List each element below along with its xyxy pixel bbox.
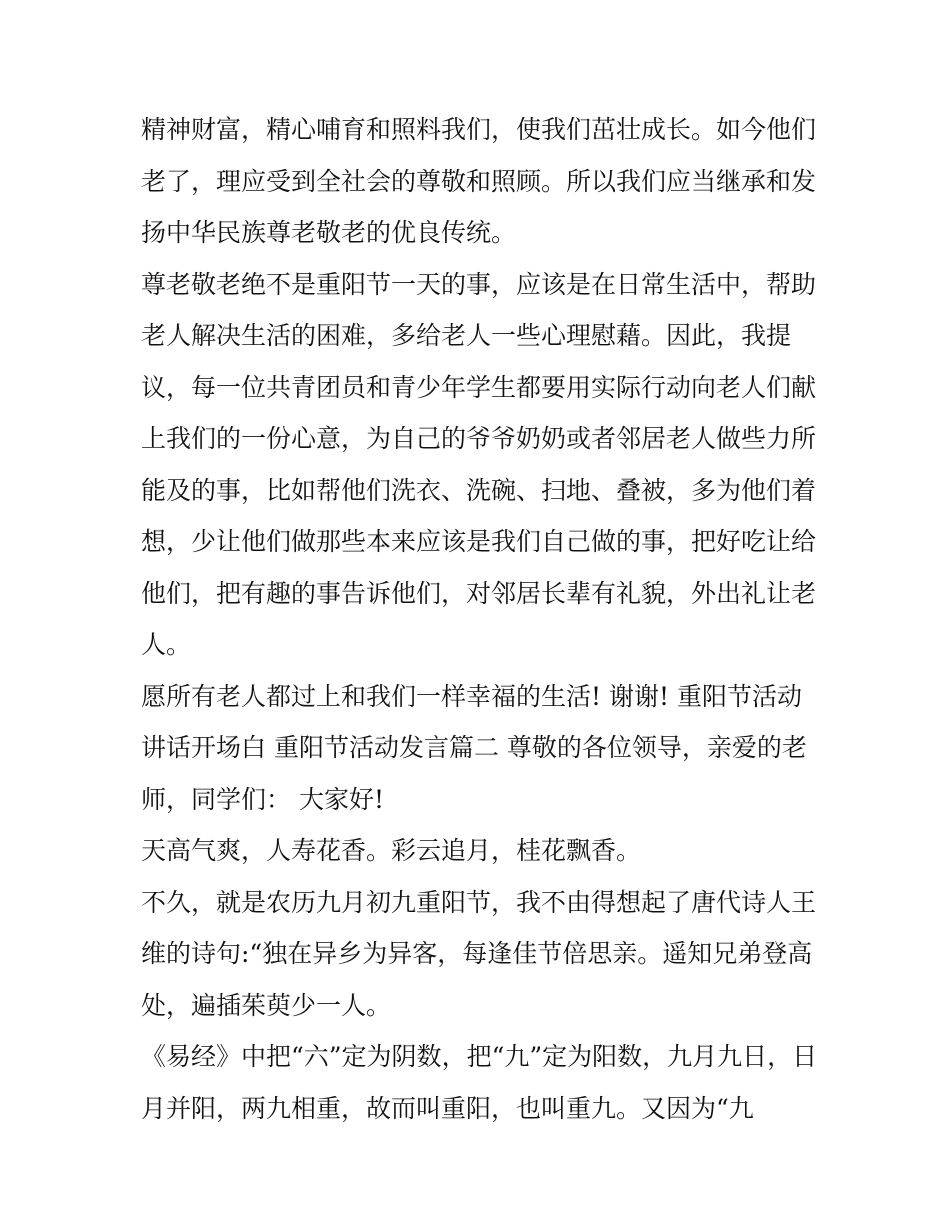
text-line: 精神财富，精心哺育和照料我们，使我们茁壮成长。如今他们	[141, 115, 817, 144]
text-line: 上我们的一份心意，为自己的爷爷奶奶或者邻居老人做些力所	[141, 424, 817, 453]
text-line: 愿所有老人都过上和我们一样幸福的生活! 谢谢! 重阳节活动	[141, 681, 802, 711]
text-line: 《易经》中把“六”定为阴数，把“九”定为阳数，九月九日，日	[141, 1042, 818, 1071]
text-line: 他们，把有趣的事告诉他们，对邻居长辈有礼貌，外出礼让老	[141, 578, 817, 608]
text-line: 月并阳，两九相重，故而叫重阳，也叫重九。又因为“九	[141, 1093, 754, 1123]
text-line: 老人解决生活的困难，多给老人一些心理慰藉。因此，我提	[141, 321, 792, 350]
text-line: 想，少让他们做那些本来应该是我们自己做的事，把好吃让给	[141, 527, 817, 556]
text-line: 人。	[141, 630, 192, 659]
text-line: 处，遍插茱萸少一人。	[141, 990, 392, 1020]
text-line: 扬中华民族尊老敬老的优良传统。	[141, 218, 517, 247]
text-line: 能及的事，比如帮他们洗衣、洗碗、扫地、叠被，多为他们着	[141, 475, 817, 505]
body-text	[141, 104, 821, 1134]
text-line: 老了，理应受到全社会的尊敬和照顾。所以我们应当继承和发	[141, 166, 817, 196]
text-line: 议，每一位共青团员和青少年学生都要用实际行动向老人们献	[141, 372, 817, 402]
text-line: 讲话开场白 重阳节活动发言篇二 尊敬的各位领导，亲爱的老	[141, 733, 807, 762]
text-line: 维的诗句:“独在异乡为异客，每逢佳节倍思亲。遥知兄弟登高	[141, 939, 813, 968]
text-line: 天高气爽，人寿花香。彩云追月，桂花飘香。	[141, 836, 642, 865]
text-line: 尊老敬老绝不是重阳节一天的事，应该是在日常生活中，帮助	[141, 269, 817, 299]
text-line: 不久，就是农历九月初九重阳节，我不由得想起了唐代诗人王	[141, 887, 817, 917]
text-line: 师，同学们： 大家好!	[141, 784, 384, 814]
